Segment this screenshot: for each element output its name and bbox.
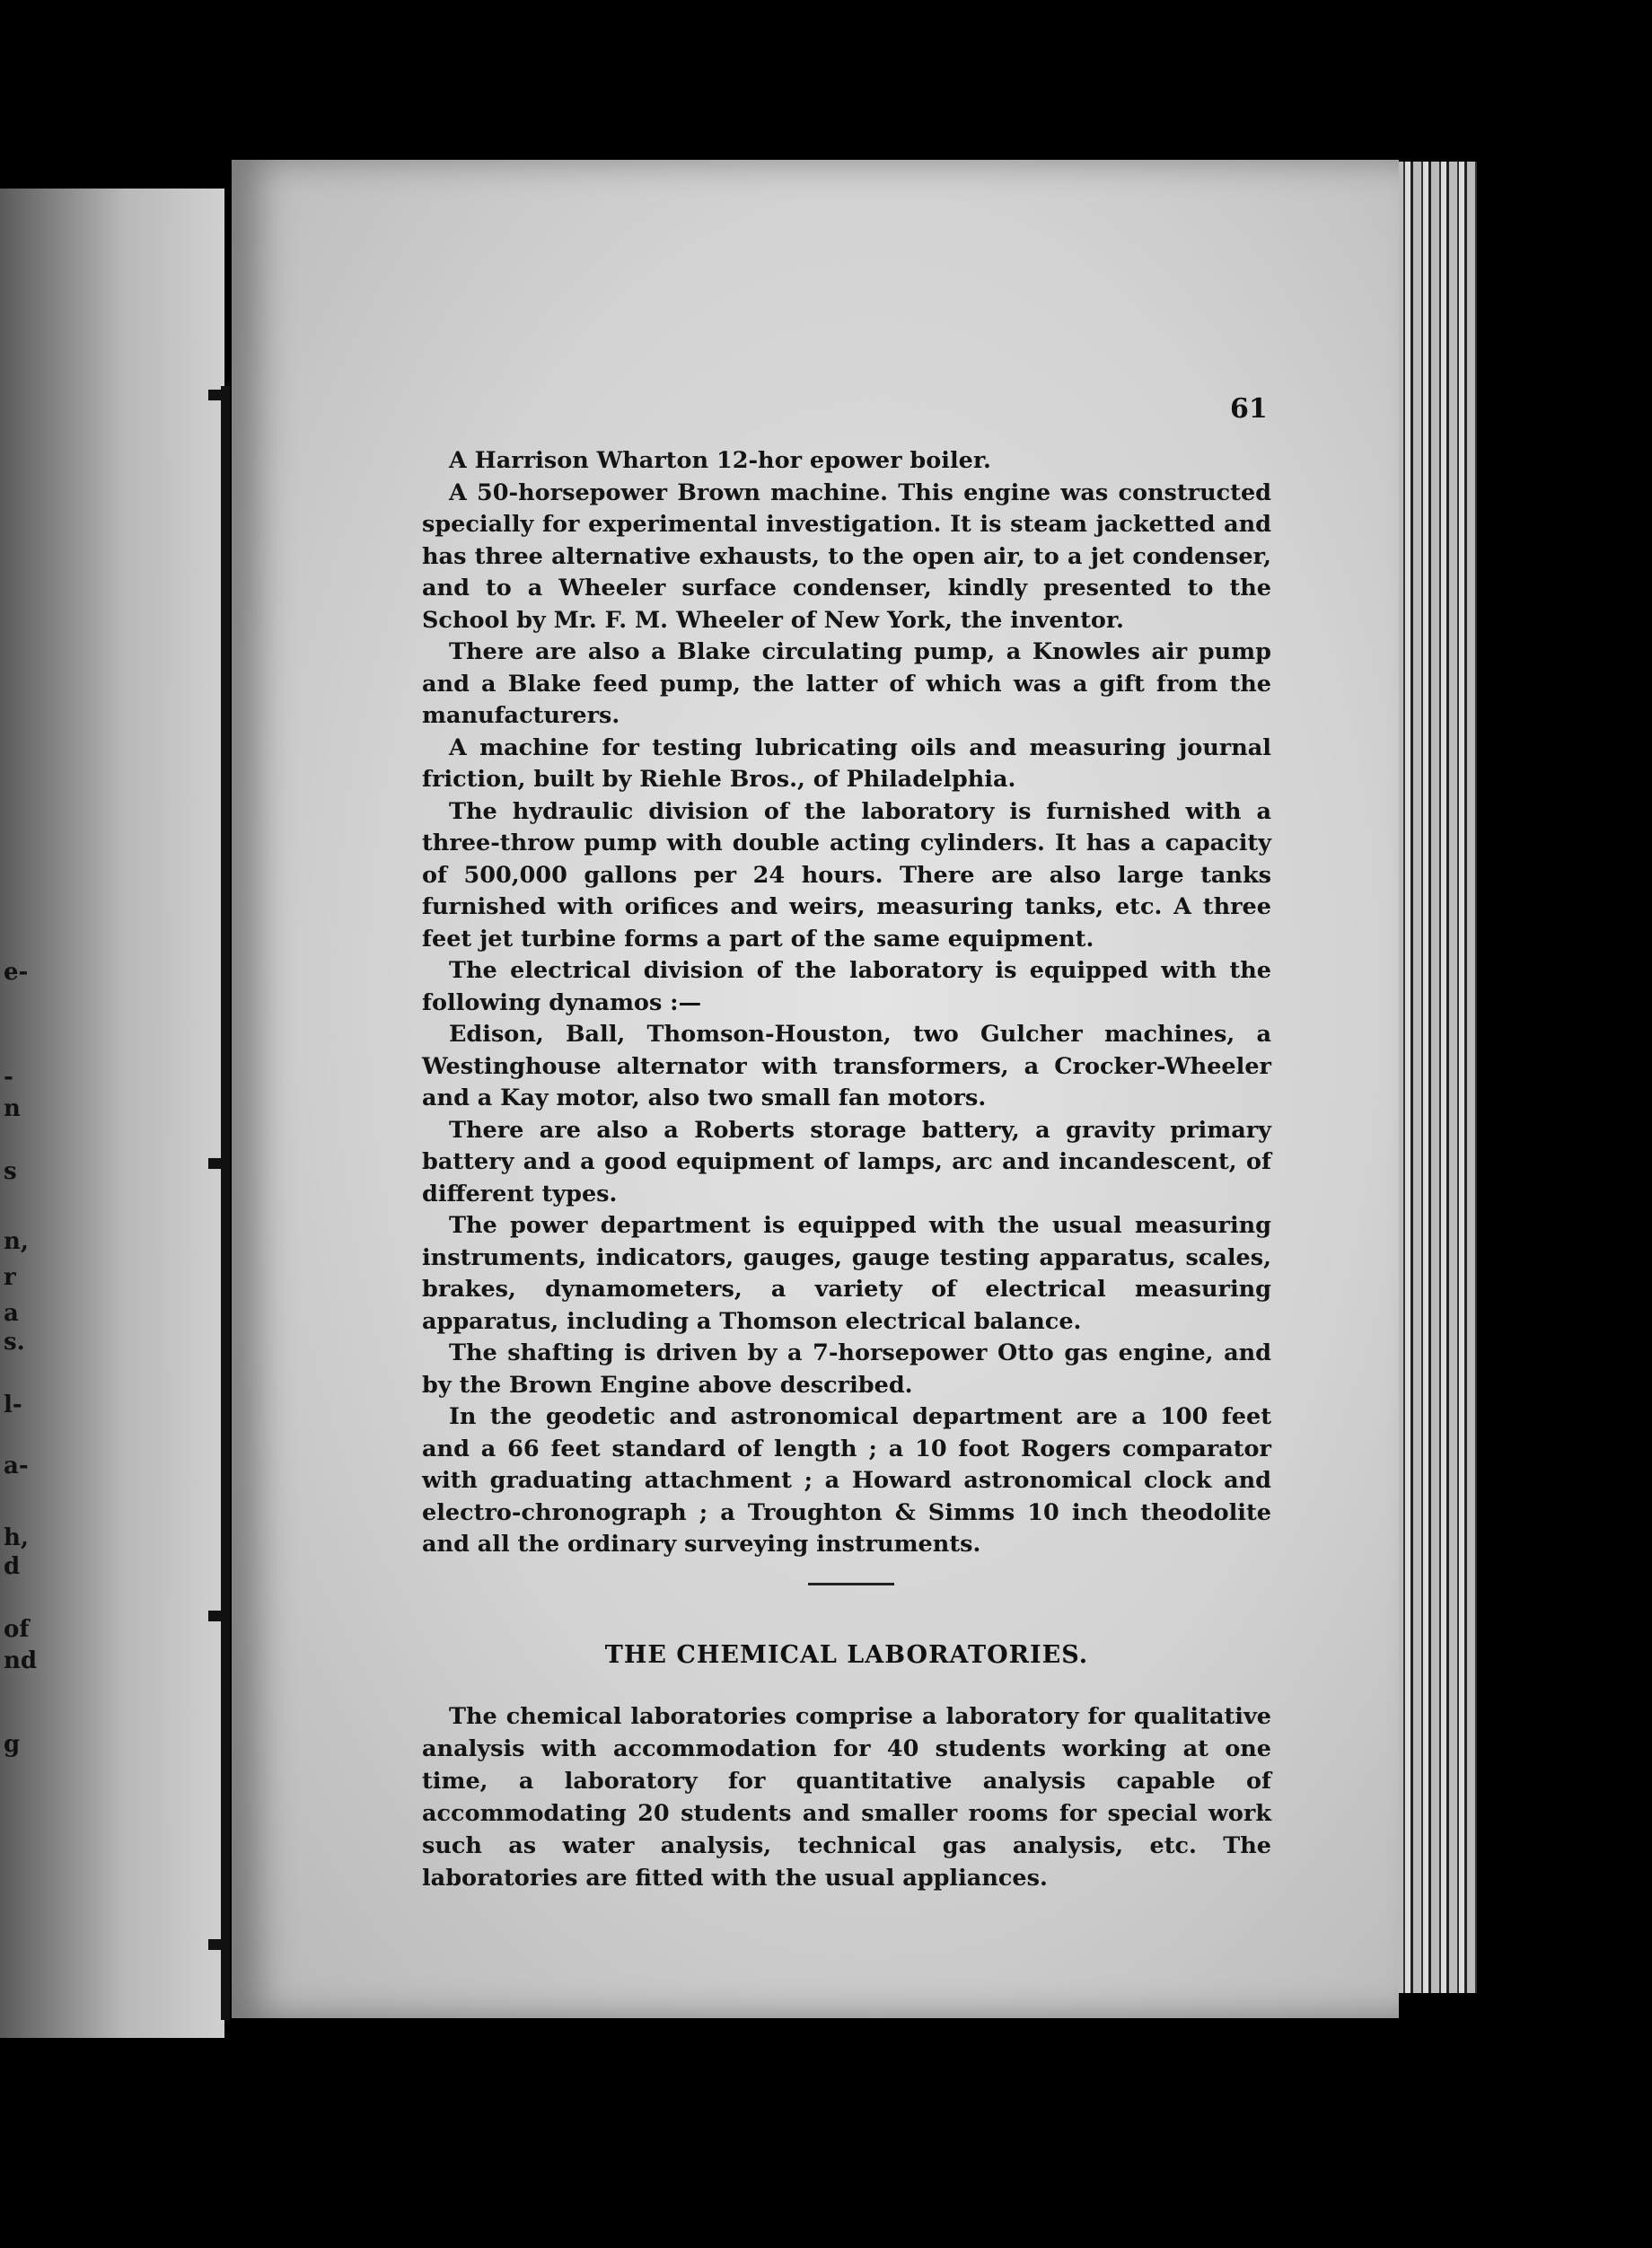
fragment: nd xyxy=(4,1647,38,1674)
page-body xyxy=(422,445,1271,1561)
left-facing-page xyxy=(0,189,224,2038)
fragment: s. xyxy=(4,1329,25,1356)
paragraph: A machine for testing lubricating oils and measuring journal friction, built by Riehle Bros., of Philadelphia. xyxy=(422,733,1271,793)
paragraph: There are also a Blake circulating pump, a Knowles air pump and a Blake feed pump, the latter of which was a gift from the manufacturers. xyxy=(422,638,1271,729)
page-edges xyxy=(1387,162,1477,1993)
paragraph: Edison, Ball, Thomson-Houston, two Gulcher machines, a Westinghouse alternator with transformers, a Crocker-Wheeler and a Kay motor, also two small fan motors. xyxy=(422,1021,1271,1111)
fragment: a xyxy=(4,1300,19,1327)
fragment: h, xyxy=(4,1524,29,1551)
fragment: of xyxy=(4,1616,30,1643)
book-spine xyxy=(221,386,230,2020)
page-number: 61 xyxy=(1230,393,1268,425)
paragraph: There are also a Roberts storage battery, a gravity primary battery and a good equipment of lamps, arc and incandescent, of different types. xyxy=(422,1116,1271,1207)
paragraph: The chemical laboratories comprise a laboratory for qualitative analysis with accommodation for 40 students working at one time, a laboratory for quantitative analysis capable of accommodating 20 students and smaller rooms for special work such as water analysis, technical gas analysis, etc. The laboratories are fitted with the usual appliances. xyxy=(422,1703,1271,1892)
fragment: r xyxy=(4,1264,16,1291)
fragment: n xyxy=(4,1095,21,1122)
fragment: g xyxy=(4,1731,21,1758)
fragment: - xyxy=(4,1064,13,1091)
fragment: a- xyxy=(4,1453,29,1480)
fragment: s xyxy=(4,1158,17,1185)
fragment: e- xyxy=(4,959,29,986)
paragraph: The power department is equipped with the usual measuring instruments, indicators, gauges, gauge testing apparatus, scales, brakes, dynamometers, a variety of electrical measuring apparatus, including a Thomson electrical balance. xyxy=(422,1212,1271,1335)
paragraph: The hydraulic division of the laboratory is furnished with a three-throw pump with double acting cylinders. It has a capacity of 500,000 gallons per 24 hours. There are also large tanks furnished with orifices and weirs, measuring tanks, etc. A three feet jet turbine forms a part of the same equipment. xyxy=(422,797,1271,953)
fragment: d xyxy=(4,1553,21,1580)
paragraph: In the geodetic and astronomical department are a 100 feet and a 66 feet standard of length ; a 10 foot Rogers comparator with graduating attachment ; a Howard astronomical clock and electro-chronograph ; a Troughton & Simms 10 inch theodolite and all the ordinary surveying instruments. xyxy=(422,1403,1271,1558)
section-divider xyxy=(808,1583,894,1585)
fragment: l- xyxy=(4,1392,22,1418)
paragraph: The shafting is driven by a 7-horsepower Otto gas engine, and by the Brown Engine above described. xyxy=(422,1339,1271,1399)
fragment: n, xyxy=(4,1228,29,1255)
paragraph: A 50-horsepower Brown machine. This engine was constructed specially for experimental investigation. It is steam jacketted and has three alternative exhausts, to the open air, to a jet condenser, and to a Wheeler surface condenser, kindly presented to the School by Mr. F. M. Wheeler of New York, the inventor. xyxy=(422,479,1271,634)
paragraph: A Harrison Wharton 12-hor epower boiler. xyxy=(449,447,991,474)
left-page-text-fragments xyxy=(0,189,38,2038)
section-heading: THE CHEMICAL LABORATORIES. xyxy=(604,1641,1089,1669)
chemical-section-body xyxy=(422,1700,1271,1894)
paragraph: The electrical division of the laboratory is equipped with the following dynamos :— xyxy=(422,957,1271,1016)
